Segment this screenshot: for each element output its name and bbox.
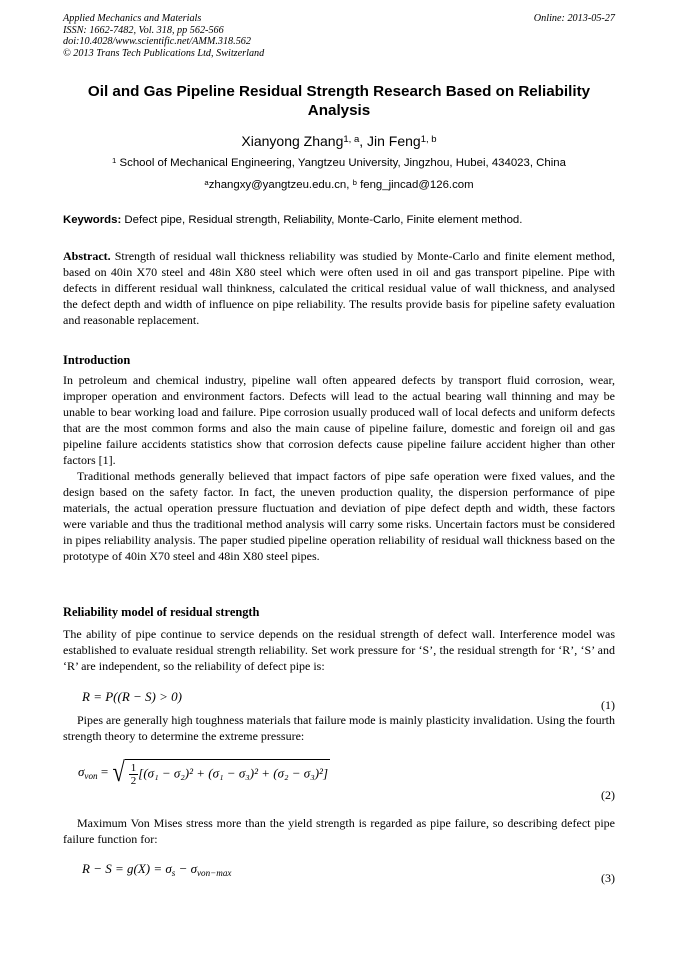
keywords-label: Keywords: <box>63 214 122 226</box>
doi-line: doi:10.4028/www.scientific.net/AMM.318.562 <box>63 36 251 48</box>
equation-subscript: s <box>171 867 176 878</box>
journal-name: Applied Mechanics and Materials <box>63 13 202 24</box>
author-name: Xianyong Zhang <box>241 133 344 149</box>
equation-subscript: von−max <box>197 867 232 878</box>
equation-body: [(σ₁ − σ₂)² + (σ₁ − σ₃)² + (σ₂ − σ₃)²] <box>138 765 329 781</box>
email-superscript: b <box>352 177 357 187</box>
radical-sign: √ <box>112 757 126 788</box>
author-separator: , <box>359 133 368 149</box>
body-paragraph: The ability of pipe continue to service depends on the residual strength of defect wall. Interference model was established to evaluate residual strength reliability. Set work pressure for ‘S’, the residual strength for ‘R’, ‘S’ and ‘R’ are independent, so the reliability of defect pipe is: <box>63 627 615 673</box>
affiliation <box>63 156 615 170</box>
affiliation-superscript: 1 <box>112 155 117 165</box>
keywords-text: Defect pipe, Residual strength, Reliability, Monte-Carlo, Finite element method. <box>121 214 523 226</box>
online-date: Online: 2013-05-27 <box>533 13 615 24</box>
keywords <box>63 213 615 227</box>
email-address: feng_jincad@126.com <box>356 179 474 191</box>
fraction-denominator: 2 <box>130 775 137 787</box>
email-address: zhangxy@yangtzeu.edu.cn, <box>208 179 353 191</box>
body-paragraph: Pipes are generally high toughness materials that failure mode is mainly plasticity invalidation. Using the fourth strength theory to determine the extreme pressure: <box>63 713 615 743</box>
section-heading: Introduction <box>63 353 131 367</box>
affiliation-text: School of Mechanical Engineering, Yangtzeu University, Jingzhou, Hubei, 434023, China <box>116 157 566 169</box>
section-heading: Reliability model of residual strength <box>63 605 260 619</box>
equation-number: (3) <box>601 871 615 885</box>
paper-title: Oil and Gas Pipeline Residual Strength Research Based on Reliability Analysis <box>87 83 591 119</box>
equation-2: $\sigma_{von}$ = √ $\frac{1}{2}$ [(σ₁ − σ₂)² + (σ₁ − σ₃)² + (σ₂ − σ₃)²] <box>78 757 329 788</box>
abstract-text: Strength of residual wall thickness reliability was studied by Monte-Carlo and finite element method, based on 40in X70 steel and 48in X80 steel which were often used in oil and gas transport pipeline. Pipe with defects in different residual wall thinkness, calculated the critical residual value of wall thickness, and analysed the defect depth and width of influence on pipe reliability. The results provide basis for pipeline safety evaluation and reasonable replacement. <box>63 249 615 327</box>
square-root <box>111 758 330 788</box>
body-paragraph: Maximum Von Mises stress more than the yield strength is regarded as pipe failure, so describing defect pipe failure function for: <box>63 816 615 846</box>
equation-text: R − S = g(X) = σ <box>82 861 172 876</box>
abstract-label: Abstract. <box>63 249 111 263</box>
author-name: Jin Feng <box>367 133 421 149</box>
copyright-line: © 2013 Trans Tech Publications Ltd, Switzerland <box>63 47 265 59</box>
body-paragraph: Traditional methods generally believed that impact factors of pipe safe operation were fixed values, and the design based on the safety factor. In fact, the uneven production quality, the dispersion performance of pipe materials, the actual operation pressure fluctuation and deviation of pipe defect depth and width, these factors were variable and thus the traditional method analysis will carry some risks. Uncertain factors must be considered in pipes reliability analysis. The paper studied pipeline operation reliability of residual wall thickness based on the prototype of 40in X70 steel and 48in X80 steel pipes. <box>63 469 615 563</box>
author-line <box>63 132 615 150</box>
issn-line: ISSN: 1662-7482, Vol. 318, pp 562-566 <box>63 24 224 36</box>
journal-header <box>63 13 615 59</box>
equation-3 <box>82 860 231 878</box>
equation-text: − σ <box>175 861 198 876</box>
fraction-numerator: 1 <box>130 762 137 774</box>
abstract <box>63 249 615 329</box>
equation-subscript: von <box>84 770 98 781</box>
author-superscript: 1, a <box>343 133 360 145</box>
equation-1: R = P((R − S) > 0) <box>82 689 182 704</box>
equation-number: (2) <box>601 788 615 802</box>
email-line <box>63 178 615 192</box>
author-superscript: 1, b <box>420 133 437 145</box>
equation-number: (1) <box>601 698 615 712</box>
body-paragraph: In petroleum and chemical industry, pipeline wall often appeared defects by transport fluid corrosion, wear, improper operation and environment factors. Defects will lead to the actual bearing wall thinning and may be unable to bear working load and failure. Pipe corrosion usually produced wall of local defects and uniform defects that are the most common forms and also the main cause of pipeline failure, domestic and foreign oil and gas pipeline failure accidents statistics show that corrosion defects cause pipeline failure accident higher than other factors [1]. <box>63 373 615 467</box>
equation-symbol: σ <box>78 763 85 779</box>
fraction <box>129 762 139 787</box>
email-superscript: a <box>204 177 209 187</box>
radicand <box>125 759 330 787</box>
